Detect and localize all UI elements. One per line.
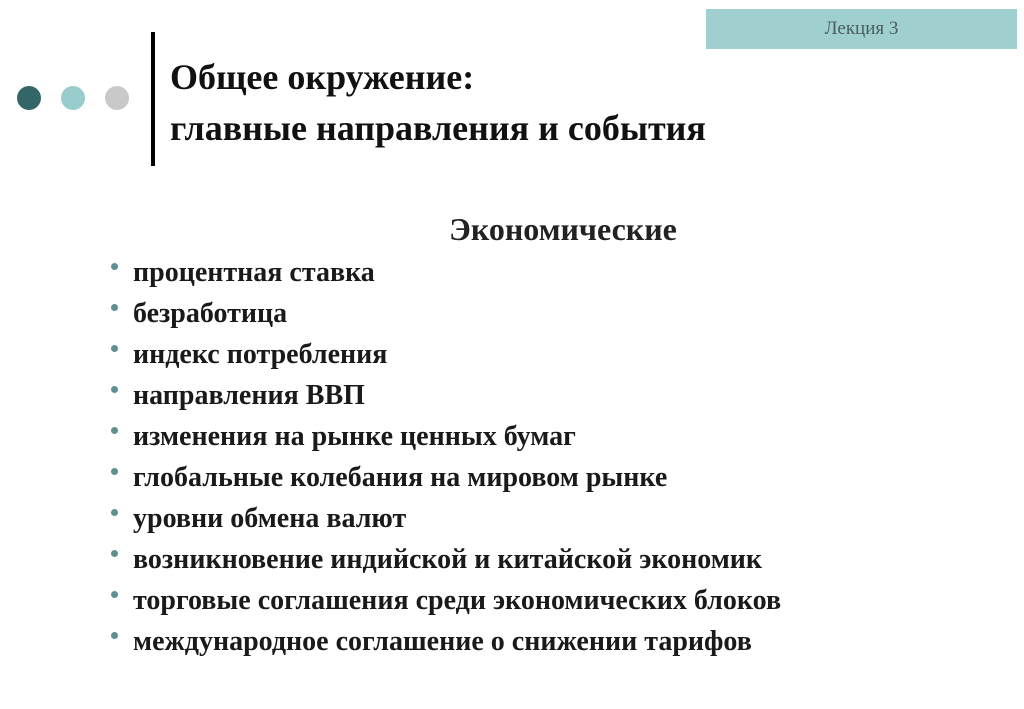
bullet-icon [111, 591, 118, 598]
lecture-number-badge: Лекция 3 [706, 9, 1017, 49]
list-item-text: торговые соглашения среди экономических блоков [133, 585, 782, 616]
list-item-text: международное соглашение о снижении тарифов [133, 626, 752, 657]
bullet-icon [111, 304, 118, 311]
bullet-icon [111, 550, 118, 557]
bullet-icon [111, 263, 118, 270]
slide-title-line-1: Общее окружение: [170, 57, 475, 97]
dot-light [61, 86, 85, 110]
list-item-text: изменения на рынке ценных бумаг [133, 421, 576, 452]
bullet-icon [111, 509, 118, 516]
dot-dark [17, 86, 41, 110]
list-item-text: процентная ставка [133, 257, 375, 288]
list-item-text: индекс потребления [133, 339, 388, 370]
bullet-icon [111, 386, 118, 393]
title-divider [151, 32, 155, 166]
slide-title [170, 52, 706, 154]
list-item-text: уровни обмена валют [133, 503, 407, 534]
list-item-text: глобальные колебания на мировом рынке [133, 462, 668, 493]
bullet-icon [111, 345, 118, 352]
list-item-text: возникновение индийской и китайской экономик [133, 544, 763, 575]
bullet-icon [111, 468, 118, 475]
section-heading: Экономические [449, 211, 677, 247]
bullet-icon [111, 427, 118, 434]
list-item-text: направления ВВП [133, 380, 365, 411]
slide-title-line-2: главные направления и события [170, 108, 706, 148]
dot-gray [105, 86, 129, 110]
list-item-text: безработица [133, 298, 288, 329]
bullet-icon [111, 632, 118, 639]
